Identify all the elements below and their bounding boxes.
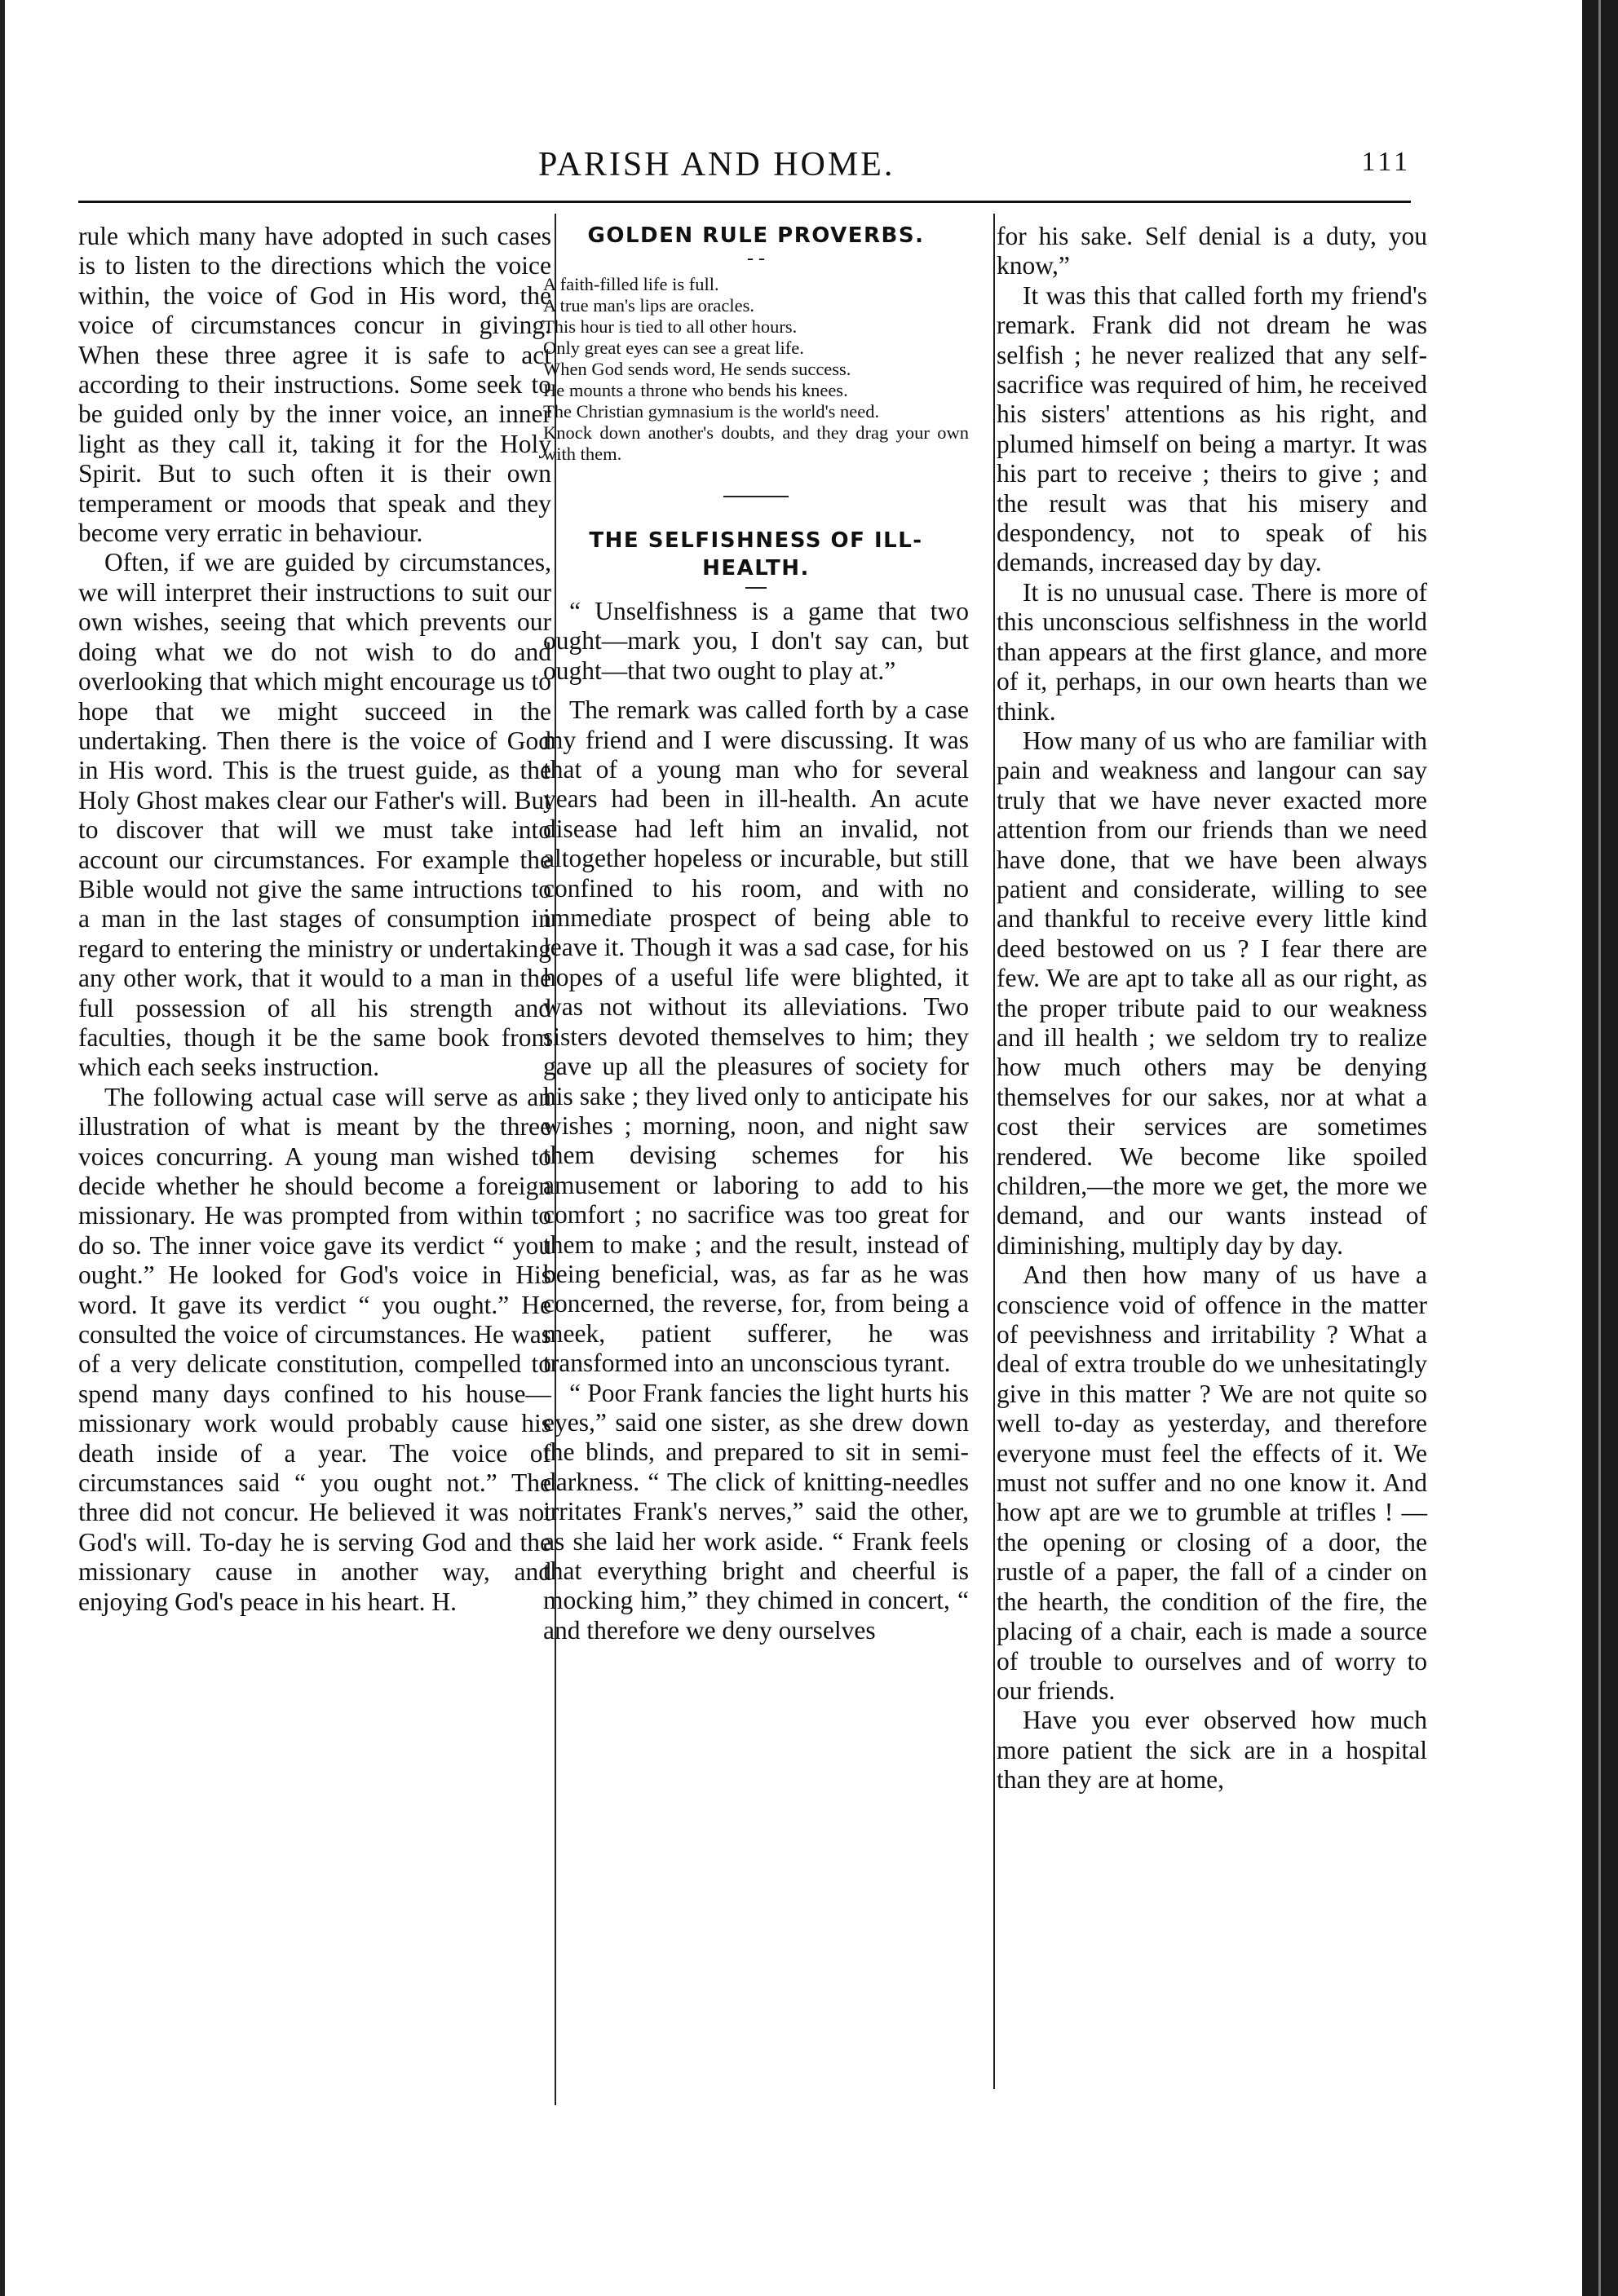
proverb-item: A true man's lips are oracles. bbox=[543, 295, 754, 316]
paragraph: for his sake. Self denial is a duty, you know,” bbox=[997, 222, 1427, 280]
column-3 bbox=[997, 222, 1427, 1795]
scan-border-right-line bbox=[1598, 0, 1601, 2296]
paragraph: The remark was called forth by a case my friend and I were discussing. It was that of a young man who for several years had been in ill-health. An acute disease had left him an invalid, not altogether hopeless or incurable, but still confined to his room, and with no immediate prospect of being able to leave it. Though it was a sad case, for his hopes of a useful life were blighted, it was not without its alleviations. Two sisters devoted themselves to him; they gave up all the pleasures of society for his sake ; they lived only to anticipate his wishes ; morning, noon, and night saw them devising schemes for his amusement or laboring to add to his comfort ; no sacrifice was too great for them to make ; and the result, instead of being beneficial, was, as far as he was concerned, the reverse, for, from being a meek, patient sufferer, he was transformed into an unconscious tyrant. bbox=[543, 695, 969, 1378]
proverb-item: Only great eyes can see a great life. bbox=[543, 338, 804, 358]
paragraph: rule which many have adopted in such cases is to listen to the directions which the voice within, the voice of God in His word, the voice of circumstances concur in giving. When these three agree it is safe to act according to their instructions. Some seek to be guided only by the inner voice, an inner light as they call it, taking it for the Holy Spirit. But to such often it is their own temperament or moods that speak and they become very erratic in behaviour. bbox=[78, 222, 551, 548]
page-number: 111 bbox=[1361, 147, 1411, 177]
paragraph: And then how many of us have a conscience void of offence in the matter of peevishness and irritability ? What a deal of extra trouble do we unhesitatingly give in this matter ? We are not quite so well to-day as yesterday, and therefore everyone must feel the effects of it. We must not suffer and no one know it. And how apt are we to grumble at trifles ! —the opening or closing of a door, the rustle of a paper, the fall of a cinder on the hearth, the condition of the fire, the placing of a chair, each is made a source of trouble to ourselves and of worry to our friends. bbox=[997, 1261, 1427, 1705]
proverbs-list bbox=[543, 274, 969, 465]
section-separator bbox=[723, 496, 789, 497]
paragraph: It is no unusual case. There is more of this unconscious selfishness in the world than appears at the first glance, and more of it, perhaps, in our own hearts than we think. bbox=[997, 577, 1427, 726]
column-1 bbox=[78, 222, 551, 1617]
proverb-item: Knock down another's doubts, and they drag your own with them. bbox=[543, 422, 969, 464]
header-rule bbox=[78, 201, 1411, 203]
proverb-item: This hour is tied to all other hours. bbox=[543, 316, 798, 337]
page-title: PARISH AND HOME. bbox=[538, 146, 895, 183]
paragraph: It was this that called forth my friend's remark. Frank did not dream he was selfish ; he never realized that any self-sacrifice was required of him, he received his sisters' attentions as his right, and plumed himself on being a martyr. It was his part to receive ; theirs to give ; and the result was that his misery and despondency, not to speak of his demands, increased day by day. bbox=[997, 280, 1427, 577]
paragraph: The following actual case will serve as an illustration of what is meant by the three voices concurring. A young man wished to decide whether he should become a foreign missionary. He was prompted from within to do so. The inner voice gave its verdict “ you ought.” He looked for God's voice in His word. It gave its verdict “ you ought.” He consulted the voice of circumstances. He was of a very delicate constitution, compelled to spend many days confined to his house—missionary work would probably cause his death inside of a year. The voice of circumstances said “ you ought not.” The three did not concur. He believed it was not God's will. To-day he is serving God and the missionary cause in another way, and enjoying God's peace in his heart. H. bbox=[78, 1082, 551, 1616]
heading-dash: - - bbox=[747, 248, 765, 269]
article-heading: THE SELFISHNESS OF ILL-HEALTH. bbox=[589, 528, 923, 581]
column-divider-2 bbox=[993, 214, 995, 2089]
heading-dash bbox=[745, 587, 767, 589]
paragraph: Often, if we are guided by circumstances, we will interpret their instructions to suit our own wishes, seeing that which prevents our doing what we do not wish to do and overlooking that which might encourage us to hope that we might succeed in the undertaking. Then there is the voice of God in His word. This is the truest guide, as the Holy Ghost makes clear our Father's will. But to discover that will we must take into account our circumstances. For example the Bible would not give the same intructions to a man in the last stages of consumption in regard to entering the ministry or undertaking any other work, that it would to a man in the full possession of all his strength and faculties, though it be the same book from which each seeks instruction. bbox=[78, 548, 551, 1082]
proverb-item: When God sends word, He sends success. bbox=[543, 359, 851, 379]
proverb-item: A faith-filled life is full. bbox=[543, 274, 719, 294]
page-header bbox=[82, 145, 1411, 194]
scan-border-left bbox=[0, 0, 5, 2296]
proverb-item: He mounts a throne who bends his knees. bbox=[543, 380, 848, 400]
paragraph: “ Unselfishness is a game that two ought—mark you, I don't say can, but ought—that two ought to play at.” bbox=[543, 597, 969, 685]
column-2 bbox=[543, 222, 969, 1645]
paragraph: Have you ever observed how much more patient the sick are in a hospital than they are at home, bbox=[997, 1706, 1427, 1795]
paragraph: How many of us who are familiar with pain and weakness and langour can say truly that we have never exacted more attention from our friends than we need have done, that we have been always patient and considerate, willing to see and thankful to receive every little kind deed bestowed on us ? I fear there are few. We are apt to take all as our right, as the proper tribute paid to our weakness and ill health ; we seldom try to realize how much others may be denying themselves for our sakes, nor at what a cost their services are sometimes rendered. We become like spoiled children,—the more we get, the more we demand, and our wants instead of diminishing, multiply day by day. bbox=[997, 726, 1427, 1260]
proverb-item: The Christian gymnasium is the world's need. bbox=[543, 401, 880, 422]
proverbs-heading: GOLDEN RULE PROVERBS. bbox=[587, 223, 925, 248]
paragraph: “ Poor Frank fancies the light hurts his eyes,” said one sister, as she drew down the blinds, and prepared to sit in semi-darkness. “ The click of knitting-needles irritates Frank's nerves,” said the other, as she laid her work aside. “ Frank feels that everything bright and cheerful is mocking him,” they chimed in concert, “ and therefore we deny ourselves bbox=[543, 1378, 969, 1645]
